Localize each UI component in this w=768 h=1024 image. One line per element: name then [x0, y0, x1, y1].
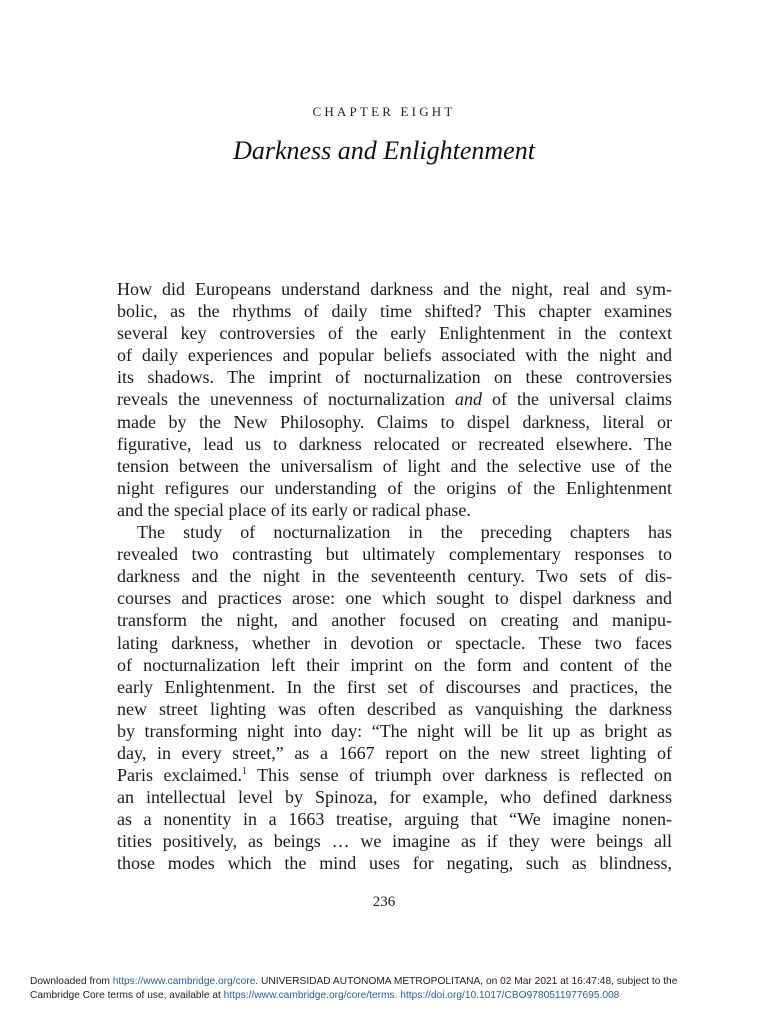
text-line: night refigures our understanding of the origins of the Enlightenment: [117, 477, 672, 498]
text-segment: Paris exclaimed.: [117, 765, 242, 786]
text-segment: This sense of triumph over darkness is reflected on: [246, 765, 673, 786]
text-line: lating darkness, whether in devotion or spectacle. These two faces: [117, 632, 672, 653]
text-line: and the special place of its early or radical phase.: [117, 499, 471, 520]
text-line: How did Europeans understand darkness and the night, real and sym-: [117, 279, 672, 299]
doi-link[interactable]: . https://doi.org/10.1017/CBO9780511977695.008: [394, 989, 620, 1001]
text-segment: of the universal claims: [481, 389, 673, 410]
text-line: an intellectual level by Spinoza, for example, who defined darkness: [117, 787, 672, 808]
text-segment: reveals the unevenness of nocturnalization: [117, 389, 455, 410]
body-text: [117, 278, 672, 875]
text-line: by transforming night into day: “The night will be lit up as bright as: [117, 720, 672, 741]
text-line: day, in every street,” as a 1667 report on the new street lighting of: [117, 742, 672, 763]
text-line: early Enlightenment. In the first set of discourses and practices, the: [117, 676, 672, 697]
terms-link[interactable]: https://www.cambridge.org/core/terms: [223, 989, 395, 1001]
text-line: The study of nocturnalization in the preceding chapters has: [137, 522, 672, 543]
footer-text: Cambridge Core terms of use, available at: [30, 989, 224, 1001]
page-number: 236: [372, 894, 396, 910]
text-line: its shadows. The imprint of nocturnalization on these controversies: [117, 367, 672, 388]
text-line: darkness and the night in the seventeenth century. Two sets of dis-: [117, 566, 672, 587]
text-line: transform the night, and another focused on creating and manipu-: [117, 610, 672, 631]
text-line: [117, 388, 672, 410]
core-link[interactable]: https://www.cambridge.org/core: [112, 976, 256, 987]
chapter-label: CHAPTER EIGHT: [312, 104, 456, 119]
footer-text: . UNIVERSIDAD AUTONOMA METROPOLITANA, on 02 Mar 2021 at 16:47:48, subject to the: [255, 976, 678, 987]
footer-text: Downloaded from: [30, 976, 113, 987]
text-line: [117, 764, 672, 786]
text-line: of daily experiences and popular beliefs associated with the night and: [117, 345, 672, 366]
text-line: bolic, as the rhythms of daily time shifted? This chapter examines: [117, 301, 672, 322]
text-line: as a nonentity in a 1663 treatise, arguing that “We imagine nonen-: [117, 809, 672, 830]
text-line: tension between the universalism of light and the selective use of the: [117, 455, 672, 476]
footer-line-2: [30, 989, 750, 1003]
text-line: those modes which the mind uses for negating, such as blindness,: [117, 853, 672, 874]
text-line: tities positively, as beings … we imagine as if they were beings all: [117, 831, 672, 852]
footer-line-1: [30, 975, 750, 989]
text-line: of nocturnalization left their imprint on the form and content of the: [117, 654, 672, 675]
footnote-marker[interactable]: 1: [241, 766, 247, 778]
text-line: made by the New Philosophy. Claims to dispel darkness, literal or: [117, 411, 672, 432]
text-line: figurative, lead us to darkness relocated or recreated elsewhere. The: [117, 433, 672, 454]
text-line: several key controversies of the early Enlightenment in the context: [117, 323, 672, 344]
download-footer: [30, 975, 750, 1002]
text-line: courses and practices arose: one which sought to dispel darkness and: [117, 588, 672, 609]
chapter-title: Darkness and Enlightenment: [233, 136, 535, 165]
text-line: new street lighting was often described as vanquishing the darkness: [117, 698, 672, 719]
emphasized-word: and: [454, 389, 482, 410]
text-line: revealed two contrasting but ultimately complementary responses to: [117, 544, 672, 565]
